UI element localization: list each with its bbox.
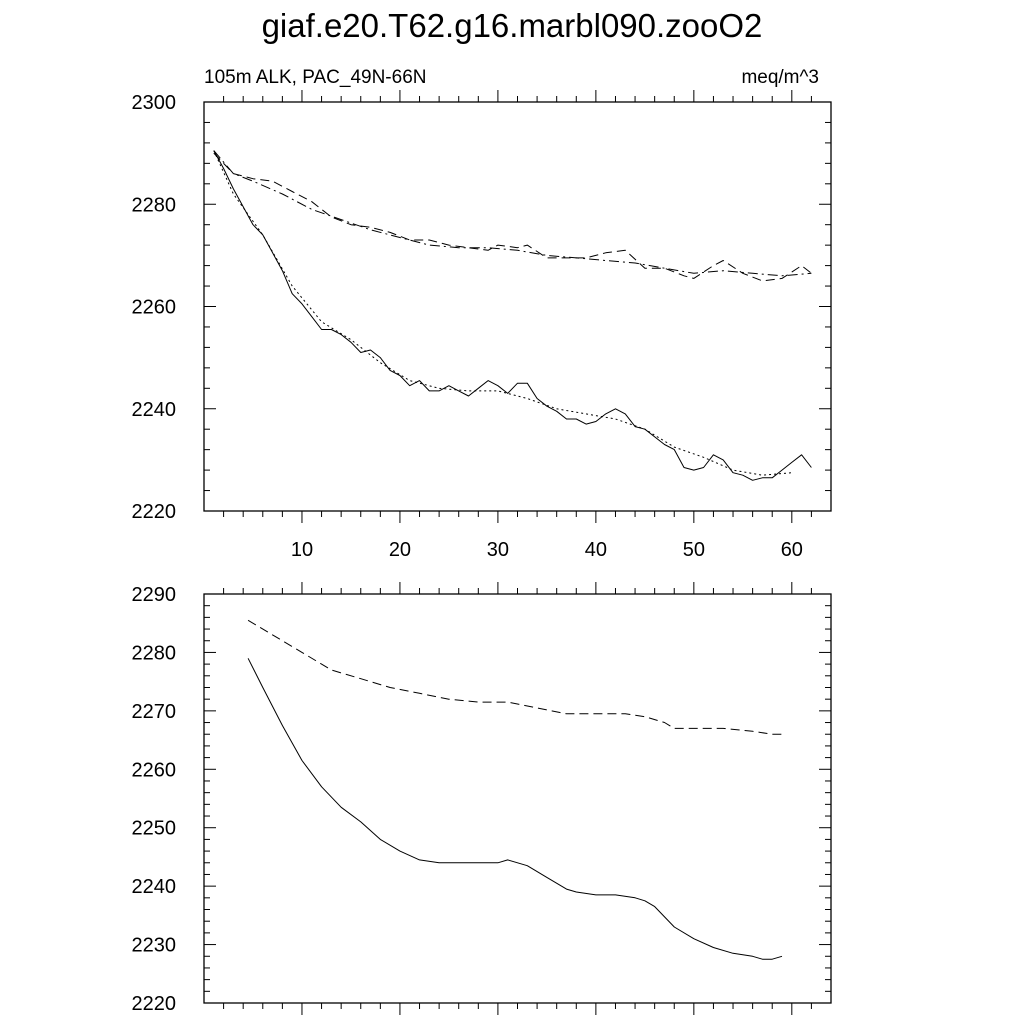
y-tick-label: 2290 xyxy=(131,584,176,606)
x-tick-label: 40 xyxy=(584,539,607,561)
y-tick-label: 2280 xyxy=(131,642,176,665)
figure-title: giaf.e20.T62.g16.marbl090.zooO2 xyxy=(261,7,763,44)
y-tick-label: 2240 xyxy=(131,398,176,421)
bottom-plot-ticks xyxy=(132,582,832,1015)
x-tick-label: 30 xyxy=(486,539,510,561)
y-tick-label: 2230 xyxy=(131,934,176,957)
x-tick-label: 60 xyxy=(780,539,803,561)
y-tick-label: 2220 xyxy=(131,993,176,1015)
series-line-upper-fit xyxy=(214,151,812,276)
top-plot-left-label: 105m ALK, PAC_49N-66N xyxy=(204,67,427,88)
top-plot xyxy=(132,67,832,561)
top-plot-series xyxy=(214,151,812,481)
bottom-plot-series xyxy=(248,620,782,959)
y-tick-label: 2260 xyxy=(131,296,176,319)
y-tick-label: 2240 xyxy=(131,876,176,899)
bottom-plot-frame xyxy=(204,594,831,1003)
x-tick-label: 10 xyxy=(290,539,314,561)
series-line-lower-raw xyxy=(214,151,812,481)
bottom-plot xyxy=(132,582,832,1015)
top-plot-units-label: meq/m^3 xyxy=(741,67,819,88)
y-tick-label: 2270 xyxy=(131,700,176,723)
top-plot-frame xyxy=(204,102,831,511)
y-tick-label: 2300 xyxy=(131,92,176,114)
y-tick-label: 2220 xyxy=(131,501,176,523)
series-line-smoothed-upper xyxy=(248,620,782,734)
series-line-lower-fit xyxy=(214,151,792,476)
y-tick-label: 2260 xyxy=(131,759,176,782)
y-tick-label: 2250 xyxy=(131,817,176,840)
x-tick-label: 50 xyxy=(682,539,705,561)
series-line-upper-raw xyxy=(214,153,812,281)
top-plot-ticks xyxy=(132,90,832,561)
x-tick-label: 20 xyxy=(388,539,412,561)
y-tick-label: 2280 xyxy=(131,194,176,217)
